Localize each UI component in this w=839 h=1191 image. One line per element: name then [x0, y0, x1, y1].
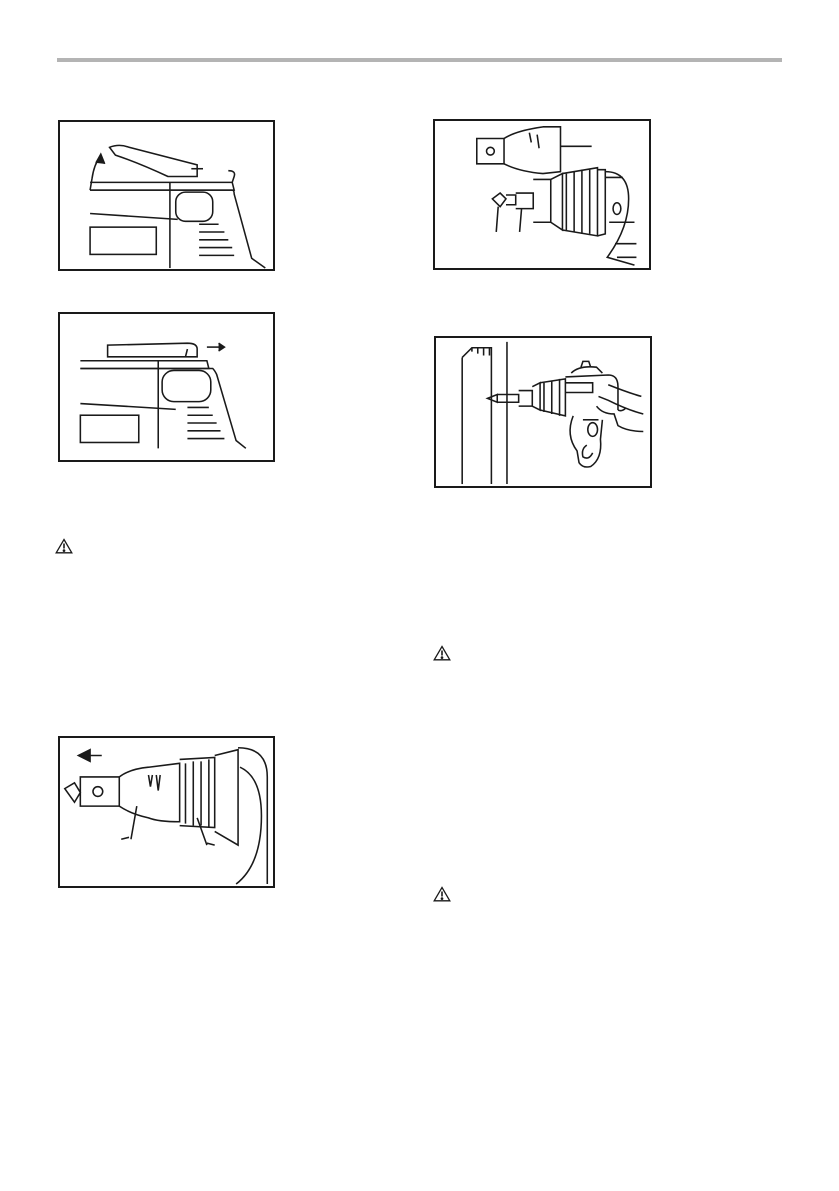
hook-raise-figure	[58, 120, 275, 271]
locator-bit-figure	[433, 119, 651, 270]
screwdriving-operation-figure	[434, 336, 652, 488]
locator-removal-figure	[58, 736, 275, 888]
caution-icon	[433, 886, 451, 902]
header-rule	[57, 58, 782, 62]
caution-icon	[55, 538, 73, 554]
caution-icon	[433, 645, 451, 661]
hook-slide-figure	[58, 312, 275, 462]
